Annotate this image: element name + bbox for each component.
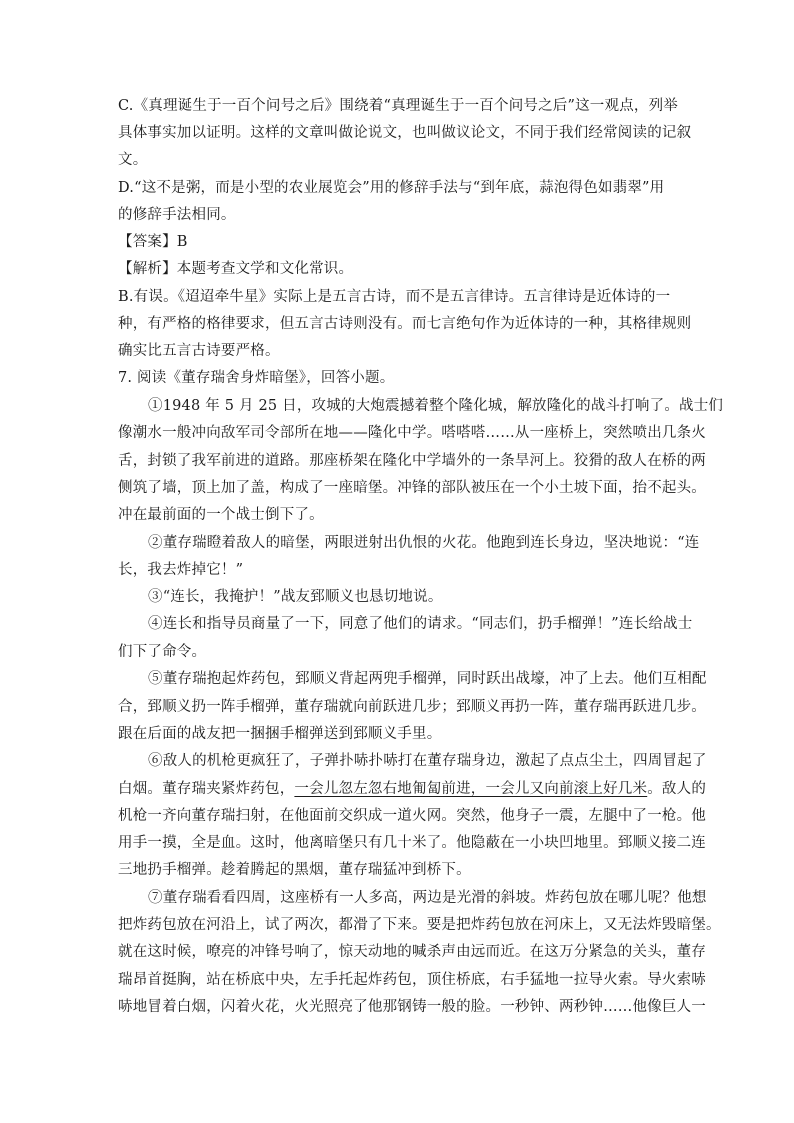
option-d-line-2: 的修辞手法相同。 [118, 207, 236, 223]
option-c-line-1: C.《真理诞生于一百个问号之后》围绕着“真理诞生于一百个问号之后”这一观点，列举 [118, 98, 679, 114]
paragraph-2-line: 长，我去炸掉它！” [118, 562, 244, 578]
paragraph-6-line: 用手一摸，全是血。这时，他离暗堡只有几十米了。他隐蔽在一小块凹地里。郅顺义接二连 [118, 835, 706, 851]
paragraph-6-text: 白烟。董存瑞夹紧炸药包， [118, 781, 295, 797]
paragraph-5-line: 跟在后面的战友把一捆捆手榴弹送到郅顺义手里。 [118, 726, 442, 742]
paragraph-4-line: ④连长和指导员商量了一下，同意了他们的请求。“同志们，扔手榴弹！”连长给战士 [148, 616, 693, 632]
option-d-line-1: D.“这不是粥，而是小型的农业展览会”用的修辞手法与“到年底，蒜泡得色如翡翠”用 [118, 180, 665, 196]
paragraph-1-line: 像潮水一般冲向敌军司令部所在地——隆化中学。嗒嗒嗒……从一座桥上，突然喷出几条火 [118, 425, 706, 441]
paragraph-4-line: 们下了命令。 [118, 644, 207, 660]
paragraph-6-line: 机枪一齐向董存瑞扫射，在他面前交织成一道火网。突然，他身子一震，左腿中了一枪。他 [118, 808, 706, 824]
paragraph-3-line: ③“连长，我掩护！”战友郅顺义也恳切地说。 [148, 589, 443, 605]
paragraph-7-line: 哧地冒着白烟，闪着火花，火光照亮了他那钢铸一般的脸。一秒钟、两秒钟……他像巨人一 [118, 999, 706, 1015]
paragraph-6-line: ⑥敌人的机枪更疯狂了，子弹扑哧扑哧打在董存瑞身边，激起了点点尘土，四周冒起了 [148, 753, 707, 769]
option-c-line-2: 具体事实加以证明。这样的文章叫做论说文，也叫做议论文，不同于我们经常阅读的记叙 [118, 125, 692, 141]
paragraph-5-line: ⑤董存瑞抱起炸药包，郅顺义背起两兜手榴弹，同时跃出战壕，冲了上去。他们互相配 [148, 671, 707, 687]
paragraph-7-line: 就在这时候，嘹亮的冲锋号响了，惊天动地的喊杀声由远而近。在这万分紧急的关头，董存 [118, 944, 706, 960]
paragraph-6-text: 。敌人的 [647, 781, 707, 797]
paragraph-1-line: 舌，封锁了我军前进的道路。那座桥架在隆化中学墙外的一条旱河上。狡猾的敌人在桥的两 [118, 453, 706, 469]
analysis-line-1: B.有误。《迢迢牵牛星》实际上是五言古诗，而不是五言律诗。五言律诗是近体诗的一 [118, 289, 671, 305]
paragraph-1-line: ①1948 年 5 月 25 日，攻城的大炮震撼着整个隆化城，解放隆化的战斗打响了。战士们 [148, 398, 724, 414]
paragraph-7-line: 瑞昂首挺胸，站在桥底中央，左手托起炸药包，顶住桥底，右手猛地一拉导火索。导火索哧 [118, 972, 706, 988]
paragraph-1-line: 冲在最前面的一个战士倒下了。 [118, 507, 324, 523]
paragraph-6-line [118, 779, 706, 799]
paragraph-2-line: ②董存瑞瞪着敌人的暗堡，两眼迸射出仇恨的火花。他跑到连长身边，坚决地说：“连 [148, 535, 700, 551]
answer-line: 【答案】B [118, 234, 188, 250]
question-7-title: 7. 阅读《董存瑞舍身炸暗堡》，回答小题。 [118, 370, 395, 386]
option-c-line-3: 文。 [118, 152, 148, 168]
paragraph-7-line: 把炸药包放在河沿上，试了两次，都滑了下来。要是把炸药包放在河床上，又无法炸毁暗堡。 [118, 917, 721, 933]
analysis-line-3: 确实比五言古诗要严格。 [118, 343, 280, 359]
analysis-line-2: 种，有严格的格律要求，但五言古诗则没有。而七言绝句作为近体诗的一种，其格律规则 [118, 316, 692, 332]
paragraph-7-line: ⑦董存瑞看看四周，这座桥有一人多高，两边是光滑的斜坡。炸药包放在哪儿呢？他想 [148, 890, 707, 906]
paragraph-6-line: 三地扔手榴弹。趁着腾起的黑烟，董存瑞猛冲到桥下。 [118, 862, 471, 878]
underlined-sentence: 一会儿忽左忽右地匍匐前进，一会儿又向前滚上好几米 [294, 781, 648, 797]
analysis-title: 【解析】本题考查文学和文化常识。 [118, 261, 354, 277]
paragraph-1-line: 侧筑了墙，顶上加了盖，构成了一座暗堡。冲锋的部队被压在一个小土坡下面，抬不起头。 [118, 480, 706, 496]
paragraph-5-line: 合，郅顺义扔一阵手榴弹，董存瑞就向前跃进几步；郅顺义再扔一阵，董存瑞再跃进几步。 [118, 699, 706, 715]
